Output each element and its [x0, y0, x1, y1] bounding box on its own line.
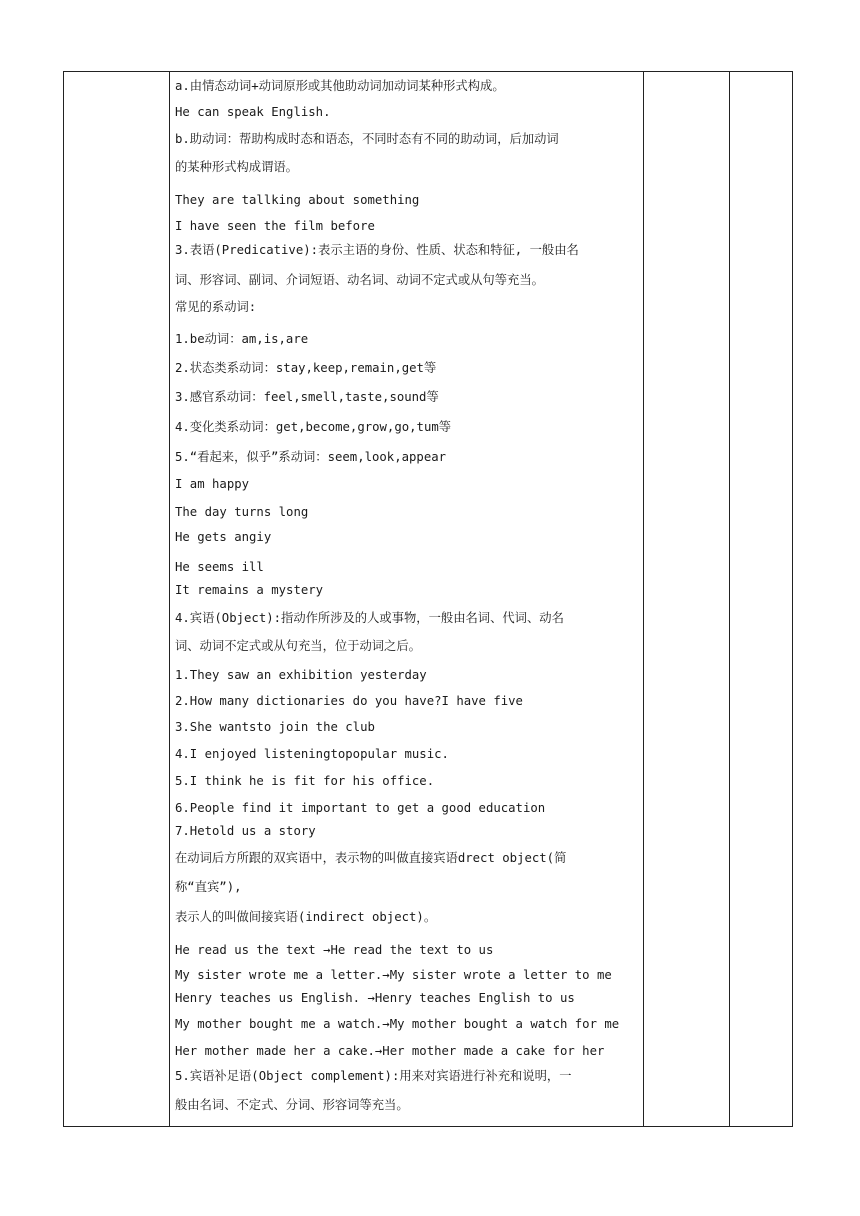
column-divider	[729, 72, 730, 1126]
text-line: 5.“看起来，似乎”系动词：seem,look,appear	[175, 450, 447, 464]
content-cell	[169, 72, 643, 1126]
text-line: 3.表语(Predicative):表示主语的身份、性质、状态和特征, 一般由名	[175, 243, 579, 257]
text-line: He can speak English.	[175, 105, 331, 119]
text-line: My sister wrote me a letter.→My sister wrote a letter to me	[175, 968, 612, 982]
text-line: a.由情态动词+动词原形或其他助动词加动词某种形式构成。	[175, 79, 505, 93]
text-line: They are tallking about something	[175, 193, 420, 207]
text-line: 4.变化类系动词：get,become,grow,go,tum等	[175, 420, 452, 434]
text-line: 般由名词、不定式、分词、形容词等充当。	[175, 1098, 409, 1112]
text-line: 表示人的叫做间接宾语(indirect object)。	[175, 910, 437, 924]
text-line: 的某种形式构成谓语。	[175, 160, 298, 174]
text-line: 5.宾语补足语(Object complement):用来对宾语进行补充和说明，一	[175, 1069, 572, 1083]
text-line: 2.How many dictionaries do you have?I have five	[175, 694, 523, 708]
text-line: Her mother made her a cake.→Her mother made a cake for her	[175, 1044, 605, 1058]
text-line: 词、形容词、副词、介词短语、动名词、动词不定式或从句等充当。	[175, 273, 544, 287]
text-line: 2.状态类系动词：stay,keep,remain,get等	[175, 361, 437, 375]
text-line: 4.宾语(Object):指动作所涉及的人或事物，一般由名词、代词、动名	[175, 611, 564, 625]
text-line: 1.They saw an exhibition yesterday	[175, 668, 427, 682]
text-line: He gets angiy	[175, 530, 272, 544]
text-line: 6.People find it important to get a good education	[175, 801, 546, 815]
text-line: I am happy	[175, 477, 250, 491]
text-line: 称“直宾”),	[175, 880, 242, 894]
text-line: 常见的系动词:	[175, 300, 257, 314]
text-line: 词、动词不定式或从句充当，位于动词之后。	[175, 639, 421, 653]
text-line: 在动词后方所跟的双宾语中，表示物的叫做直接宾语drect object(简	[175, 851, 567, 865]
text-line: 5.I think he is fit for his office.	[175, 774, 435, 788]
text-line: My mother bought me a watch.→My mother bought a watch for me	[175, 1017, 620, 1031]
text-line: I have seen the film before	[175, 219, 375, 233]
text-line: It remains a mystery	[175, 583, 324, 597]
text-line: 3.感官系动词：feel,smell,taste,sound等	[175, 390, 439, 404]
text-line: 1.be动词：am,is,are	[175, 332, 309, 346]
text-line: He seems ill	[175, 560, 264, 574]
text-line: Henry teaches us English. →Henry teaches English to us	[175, 991, 575, 1005]
text-line: The day turns long	[175, 505, 309, 519]
document-table	[63, 71, 793, 1127]
text-line: He read us the text →He read the text to us	[175, 943, 494, 957]
text-line: 4.I enjoyed listeningtopopular music.	[175, 747, 449, 761]
text-line: 3.She wantsto join the club	[175, 720, 375, 734]
column-divider	[643, 72, 644, 1126]
text-line: b.助动词：帮助构成时态和语态，不同时态有不同的助动词，后加动词	[175, 132, 559, 146]
text-line: 7.Hetold us a story	[175, 824, 316, 838]
